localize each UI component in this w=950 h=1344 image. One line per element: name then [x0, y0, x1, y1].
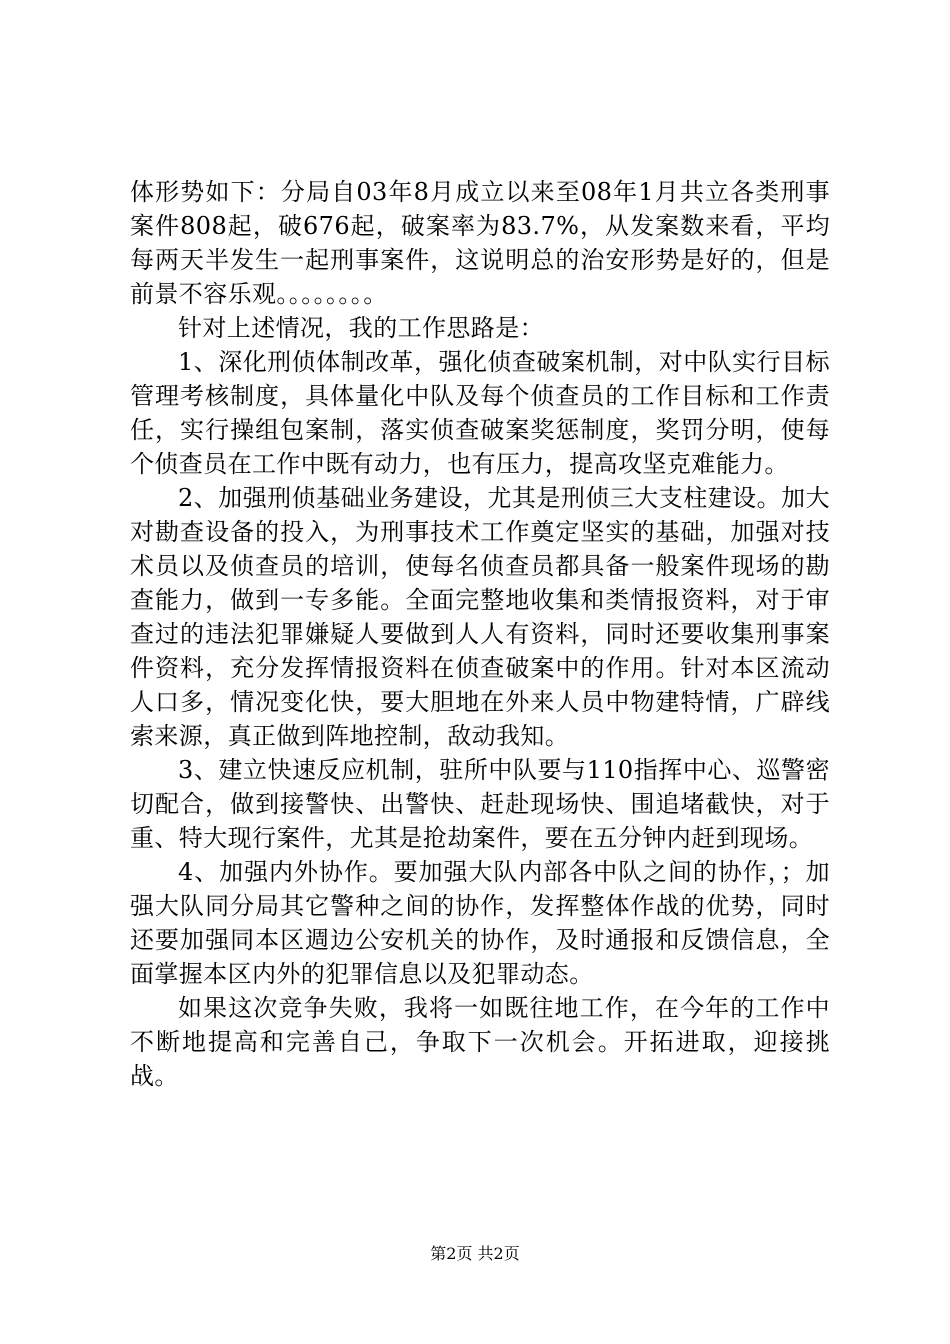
paragraph-item-3: 3、建立快速反应机制，驻所中队要与110指挥中心、巡警密切配合，做到接警快、出警快、赶赴现场快、围追堵截快，对于重、特大现行案件，尤其是抢劫案件，要在五分钟内赶到现场。 — [130, 756, 830, 852]
paragraph-intro: 针对上述情况，我的工作思路是： — [178, 314, 544, 342]
paragraph-continued: 体形势如下：分局自03年8月成立以来至08年1月共立各类刑事案件808起，破676起，破案率为83.7%，从发案数来看，平均每两天半发生一起刑事案件，这说明总的治安形势是好的，但是前景不容乐观。。。。。。。。 — [130, 178, 830, 308]
paragraph-item-4: 4、加强内外协作。要加强大队内部各中队之间的协作，；加强大队同分局其它警种之间的协作，发挥整体作战的优势，同时还要加强同本区週边公安机关的协作，及时通报和反馈信息，全面掌握本区内外的犯罪信息以及犯罪动态。 — [130, 858, 830, 988]
paragraph-item-2: 2、加强刑侦基础业务建设，尤其是刑侦三大支柱建设。加大对勘查设备的投入，为刑事技术工作奠定坚实的基础，加强对技术员以及侦查员的培训，使每名侦查员都具备一般案件现场的勘查能力，做到一专多能。全面完整地收集和类情报资料，对于审查过的违法犯罪嫌疑人要做到人人有资料，同时还要收集刑事案件资料，充分发挥情报资料在侦查破案中的作用。针对本区流动人口多，情况变化快，要大胆地在外来人员中物建特情，广辟线索来源，真正做到阵地控制，敌动我知。 — [130, 484, 830, 750]
paragraph-item-1: 1、深化刑侦体制改革，强化侦查破案机制，对中队实行目标管理考核制度，具体量化中队及每个侦查员的工作目标和工作责任，实行操组包案制，落实侦查破案奖惩制度，奖罚分明，使每个侦查员在工作中既有动力，也有压力，提高攻坚克难能力。 — [130, 348, 830, 478]
paragraph-closing: 如果这次竞争失败，我将一如既往地工作，在今年的工作中不断地提高和完善自己，争取下一次机会。开拓进取，迎接挑战。 — [130, 994, 830, 1090]
document-body — [130, 175, 830, 1093]
page-number-footer: 第2页 共2页 — [430, 1244, 520, 1263]
